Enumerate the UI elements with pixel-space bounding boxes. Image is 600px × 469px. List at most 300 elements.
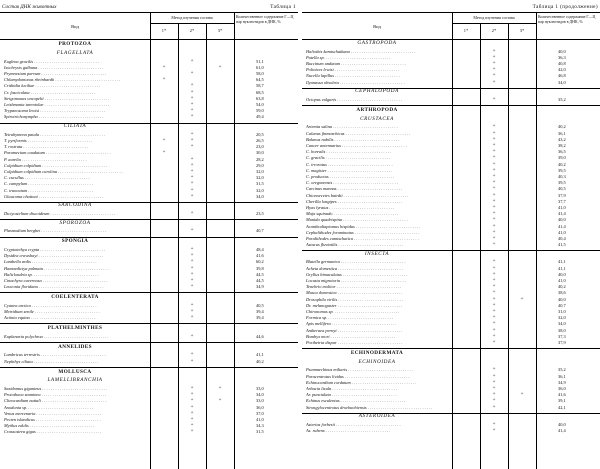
gc-value: 44,5	[256, 271, 264, 277]
gc-value: 34,9	[558, 379, 566, 385]
method-mark-2: +	[190, 211, 194, 217]
table-row	[0, 334, 298, 340]
method-mark-2: +	[190, 315, 194, 321]
method-mark-2: +	[492, 223, 496, 229]
section-subtitle: ASTEROIDEA	[358, 413, 396, 420]
gc-value: 37,3	[558, 333, 566, 339]
species-name: Protothaca staminea . . . . . . . . . . . . . . . . . . . . . . . . . . . . . .	[4, 392, 107, 398]
method-mark-2: +	[190, 410, 194, 416]
gc-value: 61,0	[256, 64, 264, 70]
gc-value: 40,2	[256, 358, 264, 364]
header-method: Метод изучения состава	[171, 15, 213, 20]
gc-value: 44,6	[256, 333, 264, 339]
method-mark-2: +	[190, 131, 194, 137]
method-mark-2: +	[190, 333, 194, 339]
gc-value: 68,5	[256, 89, 264, 95]
header-subdivider	[150, 23, 234, 24]
species-name: T. pyriformis . . . . . . . . . . . . . . . . . . . . . . . . . . . . . .	[4, 137, 93, 143]
gc-value: 49,4	[256, 114, 264, 120]
method-mark-1: +	[162, 150, 166, 156]
header-method: Метод изучения состава	[473, 15, 515, 20]
gc-value: 36,1	[558, 130, 566, 136]
method-mark-2: +	[492, 204, 496, 210]
method-mark-1: +	[162, 64, 166, 70]
method-mark-2: +	[190, 175, 194, 181]
method-mark-2: +	[492, 97, 496, 103]
species-name: Haliothis kamtschatkana . . . . . . . . . . . . . . . . . . . . . . . . . . . . . .	[306, 48, 416, 54]
method-mark-2: +	[492, 73, 496, 79]
section-subtitle: CRUSTACEA	[360, 115, 394, 122]
gc-value: 35,2	[558, 367, 566, 373]
section-subtitle: GASTROPODA	[357, 40, 397, 46]
method-mark-2: +	[190, 137, 194, 143]
method-mark-2: +	[190, 358, 194, 364]
method-mark-2: +	[190, 71, 194, 76]
species-name: Gryllus bimaculatus . . . . . . . . . . . . . . . . . . . . . . . . . . . . . .	[306, 271, 408, 277]
species-name: Arbacia lixula . . . . . . . . . . . . . . . . . . . . . . . . . . . . . .	[306, 385, 398, 391]
gc-value: 38,2	[558, 142, 566, 148]
method-mark-2: +	[190, 83, 194, 89]
table-row	[302, 428, 600, 434]
method-mark-2: +	[190, 102, 194, 107]
method-mark-2: +	[492, 180, 496, 186]
species-name: Dr. melanogaster . . . . . . . . . . . . . . . . . . . . . . . . . . . . . .	[306, 302, 403, 308]
section-subtitle: LAMELLIBRANCHIA	[47, 377, 103, 384]
species-name: Balanus nubilis . . . . . . . . . . . . . . . . . . . . . . . . . . . . . .	[306, 136, 400, 142]
gc-value: 39,8	[256, 265, 264, 271]
gc-value: 59,0	[256, 108, 264, 114]
method-mark-2: +	[492, 136, 496, 142]
gc-value: 26,5	[256, 137, 264, 143]
gc-value: 41,0	[558, 229, 566, 235]
method-mark-2: +	[492, 229, 496, 235]
species-name: Antheraea pernyi . . . . . . . . . . . . . . . . . . . . . . . . . . . . . .	[306, 327, 403, 333]
species-name: Chironomus sp. . . . . . . . . . . . . . . . . . . . . . . . . . . . . . .	[306, 309, 400, 315]
gc-value: 58,0	[256, 71, 264, 76]
species-name: Lanthella ardis . . . . . . . . . . . . . . . . . . . . . . . . . . . . . .	[4, 259, 97, 265]
method-mark-2: +	[492, 167, 496, 173]
species-name: Artemia salina . . . . . . . . . . . . . . . . . . . . . . . . . . . . . .	[306, 124, 398, 130]
species-name: Strigomonas oncopelti . . . . . . . . . . . . . . . . . . . . . . . . . . . . . .	[4, 95, 110, 101]
method-mark-2: +	[190, 259, 194, 265]
species-name: Paramecium caudatum . . . . . . . . . . . . . . . . . . . . . . . . . . . . . .	[4, 150, 111, 156]
species-name: Hyas lyratus . . . . . . . . . . . . . . . . . . . . . . . . . . . . . .	[306, 204, 395, 210]
species-name: Paralithodes camtschatica . . . . . . . . . . . . . . . . . . . . . . . . . . . . . .	[306, 235, 419, 241]
species-name: Spirotrichonympha . . . . . . . . . . . . . . . . . . . . . . . . . . . . . .	[4, 114, 104, 120]
method-mark-2: +	[492, 278, 496, 284]
species-name: Asterias forbesii . . . . . . . . . . . . . . . . . . . . . . . . . . . . . .	[306, 421, 401, 427]
gc-value: 32,0	[256, 168, 264, 174]
gc-value: 38,0	[558, 327, 566, 333]
gc-value: 40,5	[256, 302, 264, 308]
method-mark-1: +	[162, 77, 166, 83]
gc-value: 31,5	[256, 181, 264, 187]
species-name: Maja squinado . . . . . . . . . . . . . . . . . . . . . . . . . . . . . .	[306, 211, 399, 217]
method-mark-3: +	[218, 64, 222, 70]
gc-value: 39,4	[256, 315, 264, 321]
species-name: Acanthodiaptomus hispidus . . . . . . . . . . . . . . . . . . . . . . . . . . . . . .	[306, 223, 421, 229]
method-mark-3: +	[218, 398, 222, 404]
section-subtitle: CEPHALOPODA	[355, 88, 399, 95]
species-name: Lumbricus terrestris . . . . . . . . . . . . . . . . . . . . . . . . . . . . . .	[4, 352, 106, 358]
section-subtitle: FLAGELLATA	[56, 49, 94, 56]
right-table-header	[302, 12, 600, 40]
gc-value: 39,1	[558, 398, 566, 404]
method-mark-2: +	[190, 423, 194, 429]
species-name: Strongylocentrotus droebachiensis . . . . . . . . . . . . . . . . . . . . . . . . . . . . . .	[306, 404, 433, 410]
section-subtitle: CILIATA	[63, 123, 87, 130]
right-table-body	[302, 38, 600, 469]
gc-value: 40,2	[558, 161, 566, 167]
species-name: Cryptotethya crypta . . . . . . . . . . . . . . . . . . . . . . . . . . . . . .	[4, 247, 106, 253]
table-caption-continued: Таблица 1 (продолжение)	[532, 4, 598, 10]
gc-value: 34,9	[256, 284, 264, 290]
table-row	[0, 284, 298, 290]
species-name: Polinices lewisi . . . . . . . . . . . . . . . . . . . . . . . . . . . . . .	[306, 67, 400, 73]
gc-value: 43,2	[558, 136, 566, 142]
gc-value: 41,4	[558, 428, 566, 434]
header-method-2: 2*	[189, 28, 195, 33]
section-title: MOLLUSCA	[58, 368, 92, 375]
species-name: Isochrysis galbana . . . . . . . . . . . . . . . . . . . . . . . . . . . . . .	[4, 64, 104, 70]
section-title: ANNELIDES	[58, 343, 92, 350]
method-mark-2: +	[492, 421, 496, 427]
species-name: Actinia equina . . . . . . . . . . . . . . . . . . . . . . . . . . . . . .	[4, 315, 96, 321]
section-subtitle: ECHINOIDEA	[358, 358, 396, 365]
method-mark-2: +	[492, 296, 496, 302]
gc-value: 37,9	[558, 340, 566, 346]
method-mark-2: +	[190, 187, 194, 193]
gc-value: 40,0	[558, 296, 566, 302]
section-subtitle: INSECTA	[364, 250, 390, 257]
section-title: SPONGIA	[61, 238, 89, 245]
header-method-2: 2*	[491, 28, 497, 33]
species-name: C. campylum . . . . . . . . . . . . . . . . . . . . . . . . . . . . . .	[4, 181, 94, 187]
gc-value: 41,0	[558, 204, 566, 210]
gc-value: 34,0	[558, 79, 566, 85]
species-name: C. truncatum . . . . . . . . . . . . . . . . . . . . . . . . . . . . . .	[4, 187, 94, 193]
gc-value: 31,0	[558, 309, 566, 315]
method-mark-2: +	[190, 58, 194, 64]
species-name: Chlamydomonas rheinhardii . . . . . . . . . . . . . . . . . . . . . . . . . . . . . .	[4, 77, 121, 83]
species-name: Plasmodium berghei . . . . . . . . . . . . . . . . . . . . . . . . . . . . . .	[4, 228, 107, 234]
method-mark-3: +	[218, 385, 222, 391]
method-mark-2: +	[190, 114, 194, 120]
header-method-1: 1*	[161, 28, 167, 33]
species-name: C. oregonensis . . . . . . . . . . . . . . . . . . . . . . . . . . . . . .	[306, 180, 399, 186]
method-mark-2: +	[492, 265, 496, 271]
species-name: Nucella lapillus . . . . . . . . . . . . . . . . . . . . . . . . . . . . . .	[306, 73, 400, 79]
method-mark-2: +	[190, 168, 194, 174]
method-mark-2: +	[190, 271, 194, 277]
section-title: ARTHROPODA	[356, 106, 398, 113]
species-name: Psammechinus miliaris . . . . . . . . . . . . . . . . . . . . . . . . . . . . . .	[306, 367, 413, 373]
species-name: Octopus vulgaris . . . . . . . . . . . . . . . . . . . . . . . . . . . . . .	[306, 97, 402, 103]
method-mark-2: +	[492, 142, 496, 148]
method-mark-2: +	[492, 315, 496, 321]
header-species: Вид	[71, 24, 79, 29]
method-mark-2: +	[190, 278, 194, 284]
gc-value: 54,0	[256, 102, 264, 107]
species-name: Cephalithodes foraminatus . . . . . . . . . . . . . . . . . . . . . . . . . . . . . .	[306, 229, 420, 235]
section-title: PROTOZOA	[58, 41, 92, 48]
right-page	[302, 0, 600, 469]
method-mark-2: +	[190, 181, 194, 187]
section-title: ECHINODERMATA	[350, 350, 404, 356]
method-mark-2: +	[492, 290, 496, 296]
method-mark-2: +	[190, 228, 194, 234]
method-mark-2: +	[492, 61, 496, 67]
gc-value: 41,4	[558, 223, 566, 229]
method-mark-2: +	[190, 416, 194, 422]
gc-value: 23,0	[256, 144, 264, 150]
method-mark-2: +	[492, 161, 496, 167]
gc-value: 37,7	[558, 198, 566, 204]
species-name: Haliclondria sp. . . . . . . . . . . . . . . . . . . . . . . . . . . . . . .	[4, 271, 99, 277]
method-mark-2: +	[492, 235, 496, 241]
method-mark-2: +	[190, 108, 194, 114]
method-mark-2: +	[492, 404, 496, 410]
method-mark-2: +	[492, 155, 496, 161]
species-name: Hamaedictya palmata . . . . . . . . . . . . . . . . . . . . . . . . . . . . . .	[4, 265, 109, 271]
species-name: Acheta domestica . . . . . . . . . . . . . . . . . . . . . . . . . . . . . .	[306, 265, 403, 271]
method-mark-2: +	[492, 217, 496, 223]
method-mark-2: +	[492, 333, 496, 339]
table-row	[0, 211, 298, 217]
table-row	[0, 194, 298, 200]
species-name: Clinocardium nuttali . . . . . . . . . . . . . . . . . . . . . . . . . . . . . .	[4, 398, 107, 404]
species-name: C. borealis . . . . . . . . . . . . . . . . . . . . . . . . . . . . . .	[306, 149, 392, 155]
species-name: Echinocardium cordatum . . . . . . . . . . . . . . . . . . . . . . . . . . . . . .	[306, 379, 417, 385]
gc-value: 40,2	[558, 284, 566, 290]
gc-value: 23,5	[256, 211, 264, 217]
species-name: Patella sp. . . . . . . . . . . . . . . . . . . . . . . . . . . . . . .	[306, 54, 391, 60]
section-title: COELENTERATA	[51, 294, 99, 301]
left-table-header	[0, 12, 298, 40]
method-mark-2: +	[492, 385, 496, 391]
method-mark-2: +	[190, 392, 194, 398]
header-method-1: 1*	[463, 28, 469, 33]
header-species: Вид	[373, 24, 381, 29]
header-gc-content: Количественное содержание Г—Ц пар нуклеотидов в ДНК, %	[236, 15, 294, 24]
species-name: Dictyostelium discoideum . . . . . . . . . . . . . . . . . . . . . . . . . . . . . .	[4, 211, 116, 217]
species-name: T. rostrata . . . . . . . . . . . . . . . . . . . . . . . . . . . . . .	[4, 144, 89, 150]
gc-value: 40,0	[558, 217, 566, 223]
gc-value: 36,0	[558, 385, 566, 391]
method-mark-2: +	[492, 211, 496, 217]
species-name: Astacus fluviatilis . . . . . . . . . . . . . . . . . . . . . . . . . . . . . .	[306, 242, 404, 248]
gc-value: 41,0	[558, 278, 566, 284]
method-mark-2: +	[492, 373, 496, 379]
method-mark-3: +	[520, 392, 524, 398]
species-name: Porthetria dispar . . . . . . . . . . . . . . . . . . . . . . . . . . . . . .	[306, 340, 403, 346]
gc-value: 36,1	[558, 373, 566, 379]
table-row	[302, 405, 600, 411]
method-mark-2: +	[492, 302, 496, 308]
table-row	[302, 242, 600, 248]
method-mark-2: +	[492, 192, 496, 198]
gc-value: 39,4	[256, 309, 264, 315]
gc-value: 34,3	[256, 423, 264, 429]
species-name: Bombyx mori . . . . . . . . . . . . . . . . . . . . . . . . . . . . . .	[306, 333, 396, 339]
species-name: Chionoecetes bairdii . . . . . . . . . . . . . . . . . . . . . . . . . . . . . .	[306, 192, 409, 198]
left-caption	[0, 1, 298, 11]
gc-value: 38,6	[558, 290, 566, 296]
species-name: Anodonta sp. . . . . . . . . . . . . . . . . . . . . . . . . . . . . . .	[4, 404, 94, 410]
species-name: Crithidia luciliae . . . . . . . . . . . . . . . . . . . . . . . . . . . . . .	[4, 83, 101, 89]
species-name: Locusta migratoria . . . . . . . . . . . . . . . . . . . . . . . . . . . . . .	[306, 278, 406, 284]
header-column-divider	[536, 13, 537, 39]
species-name: Crassostrea gigas . . . . . . . . . . . . . . . . . . . . . . . . . . . . . .	[4, 429, 102, 435]
gc-value: 39,0	[558, 155, 566, 161]
right-caption	[302, 1, 600, 11]
method-mark-2: +	[492, 124, 496, 130]
gc-value: 48,4	[256, 247, 264, 253]
table-row	[302, 97, 600, 103]
table-caption-number: Таблица 1	[270, 4, 296, 10]
header-column-divider	[234, 13, 235, 39]
species-name: Buccinum undatum . . . . . . . . . . . . . . . . . . . . . . . . . . . . . .	[306, 61, 406, 67]
method-mark-2: +	[492, 271, 496, 277]
species-name: Trypanosoma lewisi . . . . . . . . . . . . . . . . . . . . . . . . . . . . . .	[4, 108, 106, 114]
method-mark-2: +	[492, 149, 496, 155]
gc-value: 34,0	[256, 392, 264, 398]
species-name: Cinachyra cavernosa . . . . . . . . . . . . . . . . . . . . . . . . . . . . . .	[4, 278, 108, 284]
gc-value: 39,5	[558, 180, 566, 186]
species-name: Colpidium colpidium . . . . . . . . . . . . . . . . . . . . . . . . . . . . . .	[4, 162, 108, 168]
species-name: Leuconia floridana . . . . . . . . . . . . . . . . . . . . . . . . . . . . . .	[4, 284, 104, 290]
method-mark-2: +	[492, 309, 496, 315]
gc-value: 44,5	[256, 278, 264, 284]
method-mark-2: +	[190, 385, 194, 391]
method-mark-2: +	[190, 95, 194, 101]
header-gc-content: Количественное содержание Г—Ц пар нуклеотидов в ДНК, %	[538, 15, 596, 24]
gc-value: 64,5	[256, 77, 264, 83]
method-mark-2: +	[492, 54, 496, 60]
gc-value: 42,1	[558, 404, 566, 410]
section-subtitle: SPOROZOA	[59, 219, 91, 226]
gc-value: 40,8	[558, 61, 566, 67]
gc-value: 33,0	[256, 398, 264, 404]
gc-value: 41,0	[256, 416, 264, 422]
method-mark-2: +	[492, 340, 496, 346]
gc-value: 33,0	[256, 385, 264, 391]
gc-value: 37,0	[256, 410, 264, 416]
species-name: Apis mellifera . . . . . . . . . . . . . . . . . . . . . . . . . . . . . .	[306, 321, 397, 327]
method-mark-2: +	[190, 352, 194, 358]
method-mark-2: +	[492, 198, 496, 204]
gc-value: 40,4	[558, 235, 566, 241]
method-mark-2: +	[190, 309, 194, 315]
gc-value: 31,5	[256, 429, 264, 435]
method-mark-2: +	[492, 186, 496, 192]
header-subdivider	[452, 23, 536, 24]
species-name: Cancer antennarius . . . . . . . . . . . . . . . . . . . . . . . . . . . . . .	[306, 142, 407, 148]
species-name: Blatella germanica . . . . . . . . . . . . . . . . . . . . . . . . . . . . . .	[306, 259, 406, 265]
method-mark-2: +	[492, 259, 496, 265]
method-mark-2: +	[492, 379, 496, 385]
gc-value: 41,4	[558, 211, 566, 217]
species-name: Paracentrotus lividus . . . . . . . . . . . . . . . . . . . . . . . . . . . . . .	[306, 373, 410, 379]
method-mark-2: +	[492, 48, 496, 54]
gc-value: 40,0	[558, 421, 566, 427]
table-caption-title: Состав ДНК животных	[2, 4, 57, 10]
gc-value: 51,1	[256, 58, 264, 64]
gc-value: 20,5	[256, 131, 264, 137]
table-row	[0, 315, 298, 321]
gc-value: 35,2	[558, 97, 566, 103]
species-name: Dysidea crawshayi . . . . . . . . . . . . . . . . . . . . . . . . . . . . . .	[4, 253, 104, 259]
gc-value: 32,0	[558, 315, 566, 321]
method-mark-2: +	[492, 284, 496, 290]
gc-value: 41,6	[558, 392, 566, 398]
method-mark-2: +	[492, 173, 496, 179]
section-subtitle: SARCODINA	[58, 202, 92, 209]
species-name: C. irroratus . . . . . . . . . . . . . . . . . . . . . . . . . . . . . .	[306, 161, 393, 167]
species-name: Venus mercenaria . . . . . . . . . . . . . . . . . . . . . . . . . . . . . .	[4, 410, 102, 416]
method-mark-2: +	[492, 327, 496, 333]
table-row	[0, 114, 298, 120]
gc-value: 40,2	[558, 124, 566, 130]
method-mark-2: +	[492, 428, 496, 434]
method-mark-2: +	[190, 162, 194, 168]
species-name: Prymnesium parvum . . . . . . . . . . . . . . . . . . . . . . . . . . . . . .	[4, 71, 107, 76]
species-name: C. magister . . . . . . . . . . . . . . . . . . . . . . . . . . . . . .	[306, 167, 393, 173]
gc-value: 63,8	[256, 95, 264, 101]
method-mark-2: +	[190, 302, 194, 308]
species-name: Echinus esculentus . . . . . . . . . . . . . . . . . . . . . . . . . . . . . .	[306, 398, 406, 404]
method-mark-2: +	[190, 429, 194, 435]
species-name: Pecten islandicus . . . . . . . . . . . . . . . . . . . . . . . . . . . . . .	[4, 416, 101, 422]
method-mark-2: +	[190, 247, 194, 253]
header-method-3: 3*	[217, 28, 223, 33]
table-row	[302, 80, 600, 86]
species-name: Glaucoma chattoni . . . . . . . . . . . . . . . . . . . . . . . . . . . . . .	[4, 193, 104, 199]
gc-value: 41,1	[558, 259, 566, 265]
method-mark-2: +	[492, 367, 496, 373]
header-method-3: 3*	[519, 28, 525, 33]
method-mark-2: +	[190, 144, 194, 150]
species-name: Drosophila virilis . . . . . . . . . . . . . . . . . . . . . . . . . . . . . .	[306, 296, 404, 302]
table-row	[302, 340, 600, 346]
gc-value: 58,7	[256, 83, 264, 89]
gc-value: 30,0	[256, 150, 264, 156]
species-name: Leishmania tarentolae . . . . . . . . . . . . . . . . . . . . . . . . . . . . . .	[4, 102, 110, 107]
method-mark-2: +	[190, 404, 194, 410]
species-name: C. productus . . . . . . . . . . . . . . . . . . . . . . . . . . . . . .	[306, 173, 395, 179]
method-mark-2: +	[190, 89, 194, 95]
species-name: As. rubens . . . . . . . . . . . . . . . . . . . . . . . . . . . . . .	[306, 428, 391, 434]
method-mark-3: +	[520, 296, 524, 302]
species-name: Saxidomus giganteus . . . . . . . . . . . . . . . . . . . . . . . . . . . . . .	[4, 385, 108, 391]
gc-value: 32,0	[256, 187, 264, 193]
gc-value: 40,7	[256, 228, 264, 234]
species-name: Euplanaria polychroa . . . . . . . . . . . . . . . . . . . . . . . . . . . . . .	[4, 333, 109, 339]
gc-value: 40,5	[558, 186, 566, 192]
gc-value: 40,7	[558, 302, 566, 308]
species-name: Munida quadrispina . . . . . . . . . . . . . . . . . . . . . . . . . . . . . .	[306, 217, 408, 223]
gc-value: 36,0	[256, 404, 264, 410]
species-name: Ar. punctulata . . . . . . . . . . . . . . . . . . . . . . . . . . . . . .	[306, 392, 397, 398]
table-row	[0, 359, 298, 365]
gc-value: 41,5	[558, 242, 566, 248]
species-name: Calanus finmarchicus . . . . . . . . . . . . . . . . . . . . . . . . . . . . . .	[306, 130, 411, 136]
gc-value: 40,0	[558, 48, 566, 54]
species-name: Euglena gracilis . . . . . . . . . . . . . . . . . . . . . . . . . . . . . .	[4, 58, 100, 64]
species-name: Cyanea arctica . . . . . . . . . . . . . . . . . . . . . . . . . . . . . .	[4, 302, 97, 308]
gc-value: 41,1	[256, 352, 264, 358]
method-mark-2: +	[190, 265, 194, 271]
